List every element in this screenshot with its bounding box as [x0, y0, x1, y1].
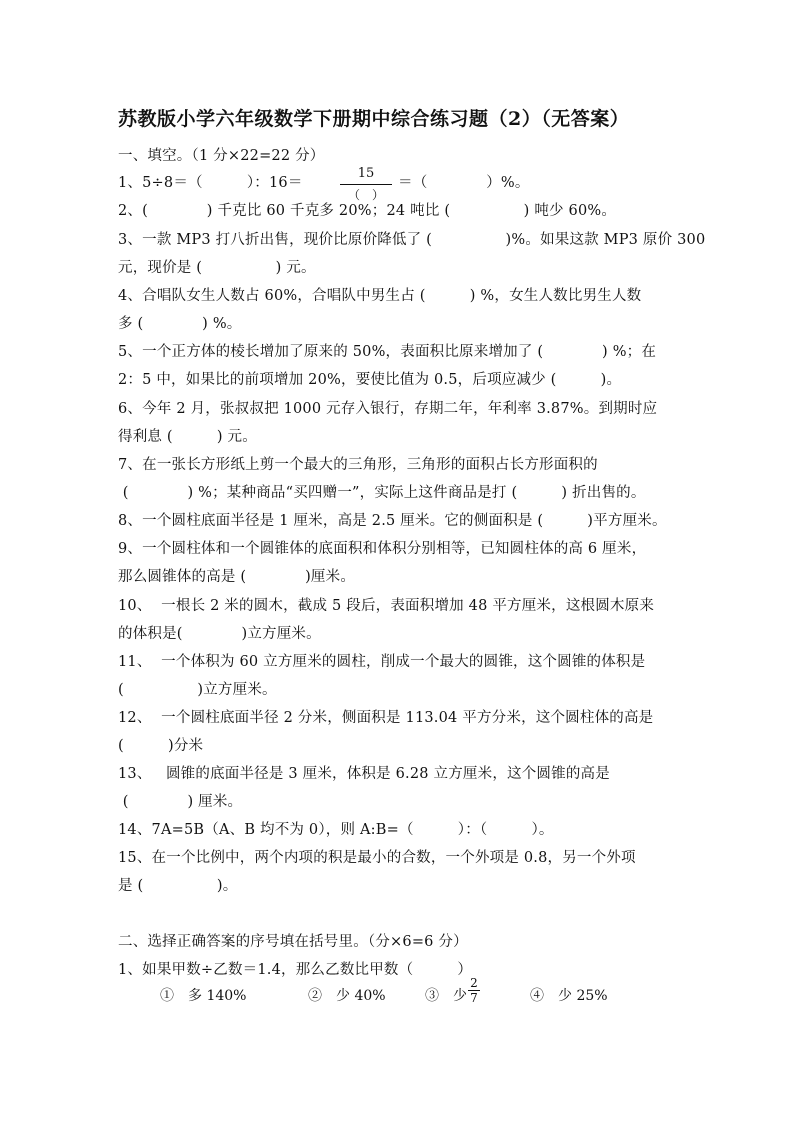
question-6-line1: 6、今年 2 月，张叔叔把 1000 元存入银行，存期二年，年利率 3.87%。到期时应 — [118, 401, 658, 417]
question-14: 14、7A=5B（A、B 均不为 0），则 A:B=（ ）：（ ）。 — [118, 822, 554, 838]
question-9-line2: 那么圆锥体的高是 ( )厘米。 — [118, 569, 356, 585]
question-9-line1: 9、一个圆柱体和一个圆锥体的底面积和体积分别相等，已知圆柱体的高 6 厘米， — [118, 541, 647, 557]
choice-option-3: ③ 少 — [425, 988, 467, 1004]
question-6-line2: 得利息 ( ) 元。 — [118, 429, 257, 445]
question-5-line1: 5、一个正方体的棱长增加了原来的 50%，表面积比原来增加了 ( ) %；在 — [118, 344, 657, 360]
question-15-line2: 是 ( )。 — [118, 878, 238, 894]
section2-heading: 二、选择正确答案的序号填在括号里。（分×6=6 分） — [118, 934, 468, 950]
question-7-line1: 7、在一张长方形纸上剪一个最大的三角形，三角形的面积占长方形面积的 — [118, 457, 598, 473]
question-4-line1: 4、合唱队女生人数占 60%，合唱队中男生占 ( ) %，女生人数比男生人数 — [118, 288, 642, 304]
q1-fraction-bar — [340, 184, 392, 185]
question-1-prefix: 1、5÷8＝（ ）：16＝ — [118, 175, 303, 191]
question-2: 2、( ) 千克比 60 千克多 20%；24 吨比 ( ) 吨少 60%。 — [118, 203, 617, 219]
option3-fraction-numerator: 2 — [470, 976, 478, 990]
page-title: 苏教版小学六年级数学下册期中综合练习题（2）（无答案） — [118, 108, 630, 130]
question-4-line2: 多 ( ) %。 — [118, 316, 242, 332]
question-10-line2: 的体积是( )立方厘米。 — [118, 626, 321, 642]
q1-fraction-numerator: 15 — [357, 166, 375, 181]
question-5-line2: 2：5 中，如果比的前项增加 20%，要使比值为 0.5，后项应减少 ( )。 — [118, 372, 622, 388]
question-11-line2: ( )立方厘米。 — [118, 682, 277, 698]
question-8: 8、一个圆柱底面半径是 1 厘米，高是 2.5 厘米。它的侧面积是 ( )平方厘米。 — [118, 513, 667, 529]
question-10-line1: 10、 一根长 2 米的圆木，截成 5 段后，表面积增加 48 平方厘米，这根圆木原来 — [118, 598, 655, 614]
question-13-line2: ( ) 厘米。 — [118, 794, 243, 810]
choice-question-1: 1、如果甲数÷乙数＝1.4，那么乙数比甲数（ ） — [118, 962, 473, 978]
question-15-line1: 15、在一个比例中，两个内项的积是最小的合数，一个外项是 0.8，另一个外项 — [118, 850, 636, 866]
choice-option-2: ② 少 40% — [308, 988, 386, 1004]
question-11-line1: 11、 一个体积为 60 立方厘米的圆柱，削成一个最大的圆锥，这个圆锥的体积是 — [118, 654, 646, 670]
question-1-suffix: ＝（ ）%。 — [398, 175, 530, 191]
question-13-line1: 13、 圆锥的底面半径是 3 厘米，体积是 6.28 立方厘米，这个圆锥的高是 — [118, 766, 610, 782]
q1-fraction-denominator: （ ） — [347, 188, 384, 202]
question-3-line1: 3、一款 MP3 打八折出售，现价比原价降低了 ( )%。如果这款 MP3 原价 300 — [118, 232, 706, 248]
choice-option-4: ④ 少 25% — [530, 988, 608, 1004]
question-12-line1: 12、 一个圆柱底面半径 2 分米，侧面积是 113.04 平方分米，这个圆柱体的高是 — [118, 710, 654, 726]
question-3-line2: 元，现价是 ( ) 元。 — [118, 260, 316, 276]
section1-heading: 一、填空。（1 分×22=22 分） — [118, 148, 325, 164]
option3-fraction-denominator: 7 — [470, 991, 478, 1005]
question-12-line2: ( )分米 — [118, 738, 204, 754]
question-7-line2: ( ) %；某种商品“买四赠一”，实际上这件商品是打 ( ) 折出售的。 — [118, 485, 646, 501]
choice-option-1: ① 多 140% — [160, 988, 247, 1004]
